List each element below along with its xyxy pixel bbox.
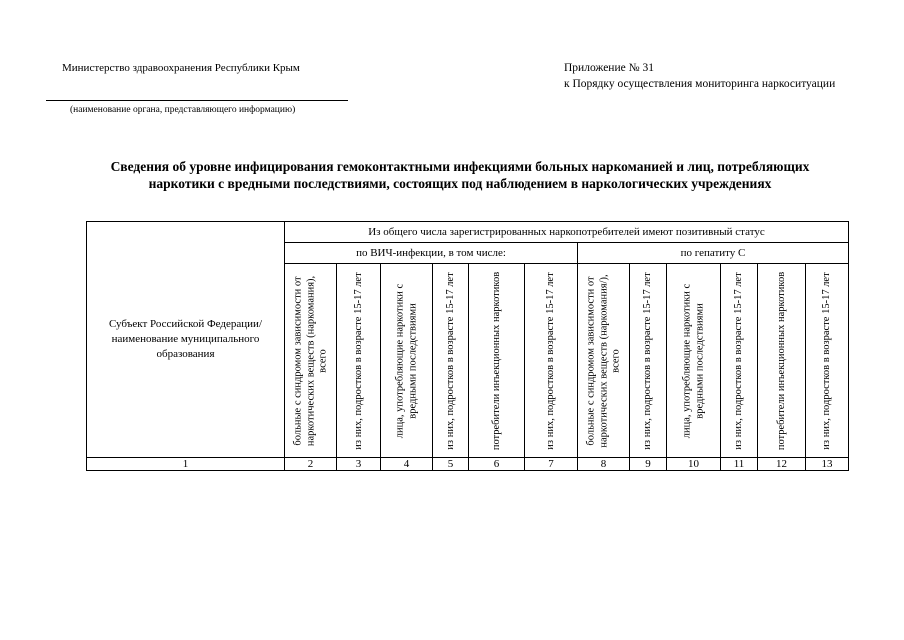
column-number: 2: [285, 458, 337, 471]
column-header-8: [578, 264, 630, 458]
positive-status-header: Из общего числа зарегистрированных наркопотребителей имеют позитивный статус: [285, 222, 849, 243]
column-header-text: из них, подростков в возрасте 15-17 лет: [733, 271, 744, 450]
column-header-4: [381, 264, 433, 458]
column-header-text: лица, употребляющие наркотики с вредными последствиями: [394, 283, 418, 438]
document-title: [40, 158, 880, 192]
column-header-text: лица, употребляющие наркотики с вредными последствиями: [681, 283, 705, 438]
subject-header: Субъект Российской Федерации/ наименование муниципального образования: [87, 222, 285, 458]
appendix-block: [564, 60, 835, 92]
column-number: 3: [337, 458, 381, 471]
column-header-text: из них, подростков в возрасте 15-17 лет: [821, 271, 832, 450]
column-header-text: из них, подростков в возрасте 15-17 лет: [352, 271, 364, 450]
column-header-text: из них, подростков в возрасте 15-17 лет: [642, 271, 653, 450]
column-header-text: больные с синдромом зависимости от наркотических веществ (наркомания/), всего: [584, 273, 621, 448]
column-header-text: из них, подростков в возрасте 15-17 лет: [545, 271, 556, 450]
column-header-text: потребители инъекционных наркотиков: [490, 271, 502, 450]
column-number: 11: [721, 458, 758, 471]
column-number: 9: [630, 458, 667, 471]
column-header-10: [667, 264, 721, 458]
column-header-13: [806, 264, 849, 458]
column-header-2: [285, 264, 337, 458]
column-header-7: [525, 264, 578, 458]
column-header-5: [433, 264, 469, 458]
column-header-12: [758, 264, 806, 458]
column-header-6: [469, 264, 525, 458]
column-header-text: потребители инъекционных наркотиков: [775, 271, 787, 450]
appendix-number: Приложение № 31: [564, 62, 654, 74]
hepatitis-group-header: по гепатиту С: [578, 243, 849, 264]
column-number: 5: [433, 458, 469, 471]
column-number: 13: [806, 458, 849, 471]
column-number: 1: [87, 458, 285, 471]
column-header-9: [630, 264, 667, 458]
signature-line: [46, 100, 348, 101]
column-number: 6: [469, 458, 525, 471]
statistics-table: [86, 221, 849, 471]
column-number: 7: [525, 458, 578, 471]
hiv-group-header: по ВИЧ-инфекции, в том числе:: [285, 243, 578, 264]
title-line-1: Сведения об уровне инфицирования гемоконтактными инфекциями больных наркоманией и лиц, потребляющих: [110, 159, 810, 174]
column-number: 10: [667, 458, 721, 471]
column-header-3: [337, 264, 381, 458]
appendix-reference: к Порядку осуществления мониторинга наркоситуации: [564, 78, 836, 90]
ministry-name: Министерство здравоохранения Республики Крым: [62, 62, 300, 74]
column-number: 8: [578, 458, 630, 471]
column-number: 12: [758, 458, 806, 471]
column-number: 4: [381, 458, 433, 471]
column-header-text: больные с синдромом зависимости от наркотических веществ (наркомания), всего: [291, 275, 328, 446]
title-line-2: наркотики с вредными последствиями, состоящих под наблюдением в наркологических учреждениях: [148, 176, 772, 191]
column-header-text: из них, подростков в возрасте 15-17 лет: [444, 271, 456, 450]
org-caption: (наименование органа, представляющего информацию): [70, 105, 296, 115]
column-header-11: [721, 264, 758, 458]
